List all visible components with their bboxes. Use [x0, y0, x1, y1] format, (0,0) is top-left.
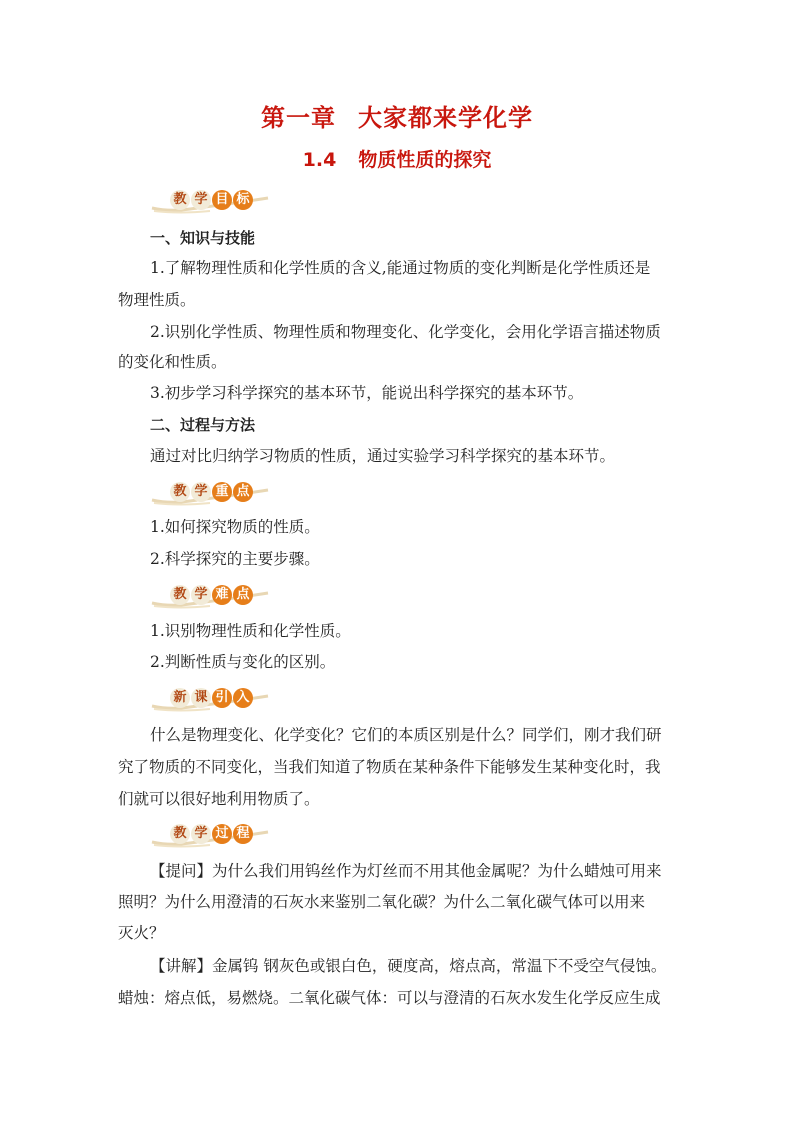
text-line: 照明？为什么用澄清的石灰水来鉴别二氧化碳？为什么二氧化碳气体可以用来 — [118, 893, 646, 911]
heading-process-methods: 二、过程与方法 — [150, 416, 256, 434]
badge-teaching-objectives — [150, 186, 280, 216]
text-line: 1.识别物理性质和化学性质。 — [150, 622, 351, 640]
badge-char: 学 — [191, 585, 211, 605]
text-line: 【提问】为什么我们用钨丝作为灯丝而不用其他金属呢？为什么蜡烛可用来 — [150, 862, 662, 880]
badge-key-points — [150, 478, 280, 508]
text-line: 1.如何探究物质的性质。 — [150, 518, 320, 536]
section-number: 1.4 — [302, 149, 337, 171]
badge-teaching-process — [150, 820, 280, 850]
badge-char: 学 — [191, 482, 211, 502]
text-line: 2.判断性质与变化的区别。 — [150, 653, 336, 671]
badge-char: 教 — [170, 482, 190, 502]
text-line: 2.科学探究的主要步骤。 — [150, 550, 320, 568]
text-line: 们就可以很好地利用物质了。 — [118, 790, 320, 808]
badge-char: 教 — [170, 585, 190, 605]
badge-new-lesson-intro — [150, 684, 280, 714]
text-line: 物理性质。 — [118, 291, 196, 309]
section-name: 物质性质的探究 — [358, 149, 492, 171]
badge-char: 教 — [170, 824, 190, 844]
badge-char: 点 — [233, 482, 253, 502]
text-line: 什么是物理变化、化学变化？它们的本质区别是什么？同学们，刚才我们研 — [150, 726, 662, 744]
badge-char: 过 — [212, 824, 232, 844]
chapter-title — [0, 98, 794, 133]
text-line: 灭火？ — [118, 924, 165, 942]
badge-char: 教 — [170, 190, 190, 210]
text-line: 3.初步学习科学探究的基本环节，能说出科学探究的基本环节。 — [150, 384, 584, 402]
badge-char: 程 — [233, 824, 253, 844]
badge-char: 学 — [191, 824, 211, 844]
text-line: 的变化和性质。 — [118, 353, 227, 371]
section-title — [0, 145, 794, 172]
badge-char: 难 — [212, 585, 232, 605]
text-line: 蜡烛：熔点低，易燃烧。二氧化碳气体：可以与澄清的石灰水发生化学反应生成 — [118, 989, 661, 1007]
badge-char: 新 — [170, 688, 190, 708]
badge-difficulties — [150, 581, 280, 611]
badge-char: 入 — [233, 688, 253, 708]
badge-char: 重 — [212, 482, 232, 502]
badge-char: 标 — [233, 190, 253, 210]
text-line: 1.了解物理性质和化学性质的含义,能通过物质的变化判断是化学性质还是 — [150, 259, 651, 277]
text-line: 通过对比归纳学习物质的性质，通过实验学习科学探究的基本环节。 — [150, 447, 616, 465]
badge-char: 学 — [191, 190, 211, 210]
badge-char: 引 — [212, 688, 232, 708]
text-line: 究了物质的不同变化，当我们知道了物质在某种条件下能够发生某种变化时，我 — [118, 758, 661, 776]
chapter-name: 大家都来学化学 — [358, 104, 533, 132]
heading-knowledge-skills: 一、知识与技能 — [150, 229, 256, 247]
chapter-number: 第一章 — [261, 104, 336, 132]
text-line: 【讲解】金属钨 钢灰色或银白色，硬度高，熔点高，常温下不受空气侵蚀。 — [150, 957, 667, 975]
badge-char: 点 — [233, 585, 253, 605]
text-line: 2.识别化学性质、物理性质和物理变化、化学变化，会用化学语言描述物质 — [150, 323, 661, 341]
badge-char: 目 — [212, 190, 232, 210]
badge-char: 课 — [191, 688, 211, 708]
